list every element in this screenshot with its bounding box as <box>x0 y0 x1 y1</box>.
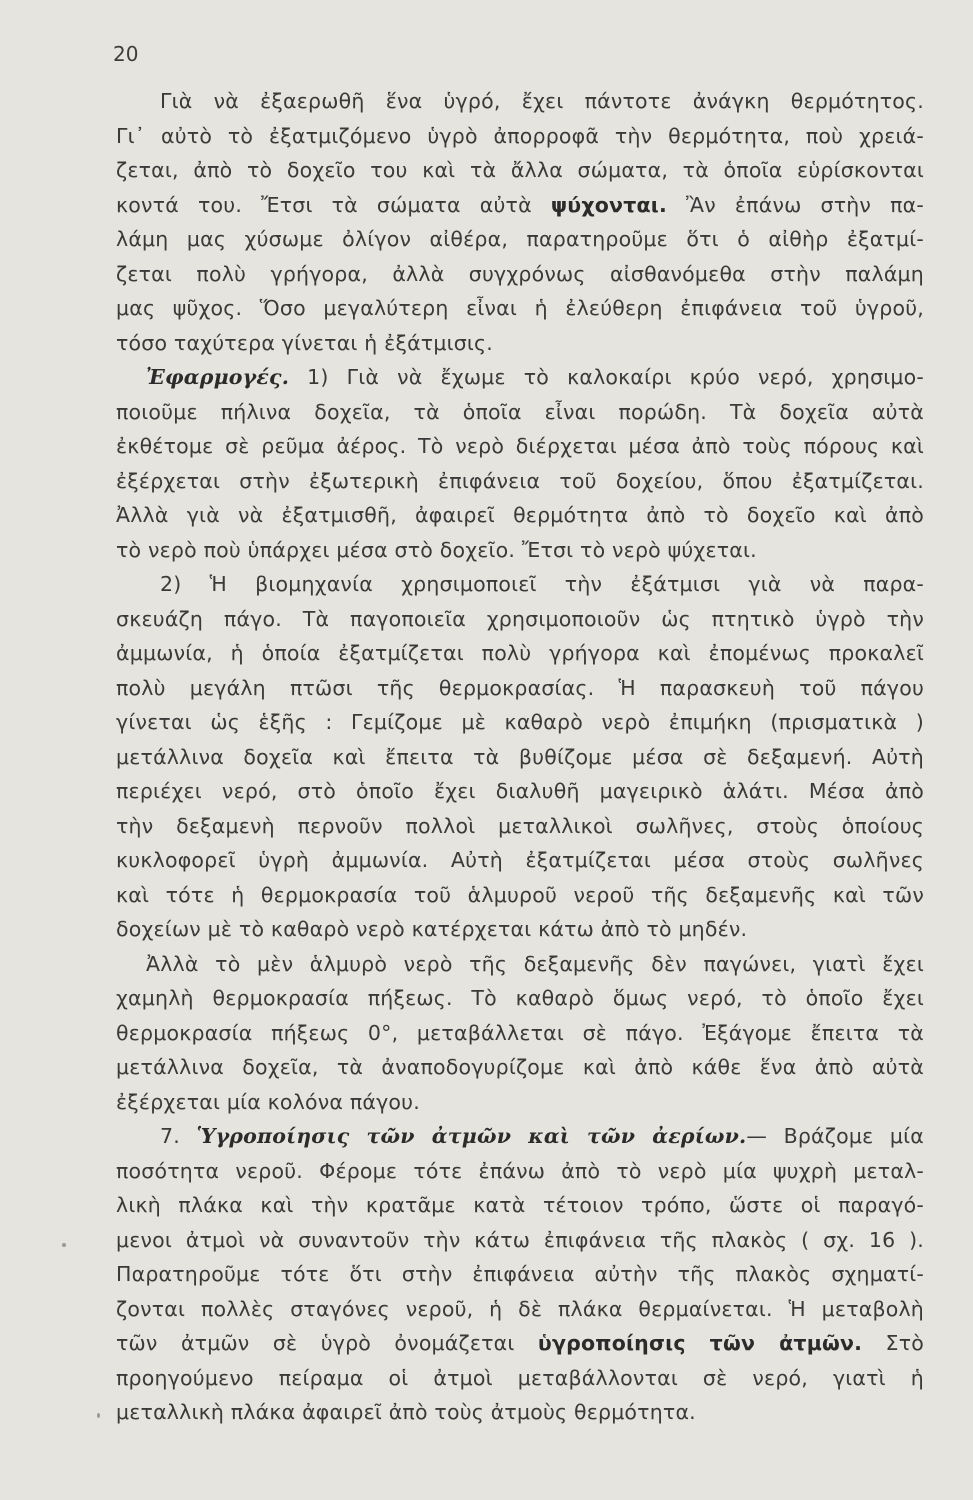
text-run: καὶ τότε ἡ θερμοκρασία τοῦ ἁλμυροῦ νεροῦ τῆς δεξαμενῆς καὶ τῶν <box>116 882 924 907</box>
page-body-text <box>116 84 924 1430</box>
text-run: τόσο ταχύτερα γίνεται ἡ ἐξάτμισις. <box>116 330 494 355</box>
text-line <box>116 567 924 602</box>
text-run: Παρατηροῦμε τότε ὅτι στὴν ἐπιφάνεια αὐτὴν τῆς πλακὸς σχηματί- <box>116 1262 924 1286</box>
text-line <box>116 1326 924 1361</box>
text-line <box>116 188 924 223</box>
text-line <box>116 395 924 430</box>
text-run: Γι᾿ αὐτὸ τὸ ἐξατμιζόμενο ὑγρὸ ἀπορροφᾶ τὴν θερμότητα, ποὺ χρειά- <box>116 123 924 148</box>
text-line <box>116 533 924 568</box>
text-line <box>116 1257 924 1292</box>
text-line <box>116 153 924 188</box>
text-line <box>116 809 924 844</box>
text-run: λικὴ πλάκα καὶ τὴν κρατᾶμε κατὰ τέτοιον τρόπο, ὥστε οἱ παραγό- <box>116 1193 924 1217</box>
text-line <box>116 981 924 1016</box>
text-run: χαμηλὴ θερμοκρασία πήξεως. Τὸ καθαρὸ ὅμως νερό, τὸ ὁποῖο ἔχει <box>116 986 924 1010</box>
text-line <box>116 1154 924 1189</box>
text-line <box>116 222 924 257</box>
text-line <box>116 1361 924 1396</box>
text-run: γίνεται ὡς ἑξῆς : Γεμίζομε μὲ καθαρὸ νερὸ ἐπιμήκη (πρισματικὰ ) <box>116 710 924 734</box>
text-run: θερμοκρασία πήξεως 0°, μεταβάλλεται σὲ πάγο. Ἐξάγομε ἔπειτα τὰ <box>116 1020 924 1045</box>
text-run: μεταλλικὴ πλάκα ἀφαιρεῖ ἀπὸ τοὺς ἀτμοὺς θερμότητα. <box>116 1400 696 1424</box>
text-run: προηγούμενο πείραμα οἱ ἀτμοὶ μεταβάλλονται σὲ νερό, γιατὶ ἡ <box>116 1365 924 1390</box>
text-line <box>116 1050 924 1085</box>
text-line <box>116 1119 924 1154</box>
text-run: μενοι ἀτμοὶ νὰ συναντοῦν τὴν κάτω ἐπιφάνεια τῆς πλακὸς ( σχ. 16 ). <box>116 1227 924 1252</box>
text-run: Ἂν ἐπάνω στὴν πα- <box>666 192 924 217</box>
print-speck <box>62 1243 66 1247</box>
text-line <box>116 705 924 740</box>
text-run: — Βράζομε μία <box>746 1124 924 1148</box>
text-line <box>116 602 924 637</box>
text-run: τῶν ἀτμῶν σὲ ὑγρὸ ὀνομάζεται <box>116 1331 538 1355</box>
text-line <box>116 326 924 361</box>
text-run: 1) Γιὰ νὰ ἔχωμε τὸ καλοκαίρι κρύο νερό, χρησιμο- <box>289 365 924 389</box>
text-run: περιέχει νερό, στὸ ὁποῖο ἔχει διαλυθῆ μαγειρικὸ ἁλάτι. Μέσα ἀπὸ <box>116 779 924 803</box>
text-line <box>116 1016 924 1051</box>
text-run: σκευάζη πάγο. Τὰ παγοποιεῖα χρησιμοποιοῦν ὡς πτητικὸ ὑγρὸ τὴν <box>116 606 924 631</box>
text-run: μας ψῦχος. Ὅσο μεγαλύτερη εἶναι ἡ ἐλεύθερη ἐπιφάνεια τοῦ ὑγροῦ, <box>116 296 924 320</box>
text-run: Στὸ <box>862 1331 924 1355</box>
text-run: ἐξέρχεται μία κολόνα πάγου. <box>116 1089 420 1114</box>
emphasized-text: ὑγροποίησις τῶν ἀτμῶν. <box>537 1331 863 1355</box>
text-line <box>116 843 924 878</box>
emphasized-text: Ὑγροποίησις τῶν ἀτμῶν καὶ τῶν ἀερίων. <box>196 1124 747 1148</box>
text-run: μετάλλινα δοχεῖα, τὰ ἀναποδογυρίζομε καὶ ἀπὸ κάθε ἕνα ἀπὸ αὐτὰ <box>116 1055 924 1079</box>
text-line <box>116 947 924 982</box>
text-run: μετάλλινα δοχεῖα καὶ ἔπειτα τὰ βυθίζομε μέσα σὲ δεξαμενή. Αὐτὴ <box>116 744 924 769</box>
text-line <box>116 119 924 154</box>
text-line <box>116 464 924 499</box>
text-line <box>116 774 924 809</box>
text-line <box>116 1223 924 1258</box>
page-number: 20 <box>113 42 139 66</box>
text-run: Ἀλλὰ γιὰ νὰ ἐξατμισθῆ, ἀφαιρεῖ θερμότητα ἀπὸ τὸ δοχεῖο καὶ ἀπὸ <box>116 503 924 527</box>
emphasized-text: ψύχονται. <box>550 192 667 217</box>
text-run: ποσότητα νεροῦ. Φέρομε τότε ἐπάνω ἀπὸ τὸ νερὸ μία ψυχρὴ μεταλ- <box>116 1158 924 1183</box>
text-run: τὸ νερὸ ποὺ ὑπάρχει μέσα στὸ δοχεῖο. Ἔτσι τὸ νερὸ ψύχεται. <box>116 537 757 562</box>
text-line <box>116 671 924 706</box>
text-run: ζεται, ἀπὸ τὸ δοχεῖο του καὶ τὰ ἄλλα σώματα, τὰ ὁποῖα εὑρίσκονται <box>116 158 924 182</box>
text-line <box>116 636 924 671</box>
text-run: ζονται πολλὲς σταγόνες νεροῦ, ἡ δὲ πλάκα θερμαίνεται. Ἡ μεταβολὴ <box>116 1296 924 1321</box>
text-run: 2) Ἡ βιομηχανία χρησιμοποιεῖ τὴν ἐξάτμισι γιὰ νὰ παρα- <box>160 572 924 596</box>
text-line <box>116 1188 924 1223</box>
text-line <box>116 1085 924 1120</box>
text-run: ζεται πολὺ γρήγορα, ἀλλὰ συγχρόνως αἰσθανόμεθα στὴν παλάμη <box>116 261 924 286</box>
text-run: Ἀλλὰ τὸ μὲν ἁλμυρὸ νερὸ τῆς δεξαμενῆς δὲν παγώνει, γιατὶ ἔχει <box>146 951 924 976</box>
text-line <box>116 878 924 913</box>
text-line <box>116 84 924 119</box>
text-line <box>116 912 924 947</box>
text-line <box>116 740 924 775</box>
text-run: πολὺ μεγάλη πτῶσι τῆς θερμοκρασίας. Ἡ παρασκευὴ τοῦ πάγου <box>116 675 924 700</box>
text-run: κυκλοφορεῖ ὑγρὴ ἀμμωνία. Αὐτὴ ἐξατμίζεται μέσα στοὺς σωλῆνες <box>116 848 924 872</box>
text-line <box>116 498 924 533</box>
text-run: κοντά του. Ἔτσι τὰ σώματα αὐτὰ <box>116 192 551 217</box>
text-run: ἀμμωνία, ἡ ὁποία ἐξατμίζεται πολὺ γρήγορα καὶ ἐπομένως προκαλεῖ <box>116 641 924 665</box>
text-line <box>116 257 924 292</box>
emphasized-text: Ἐφαρμογές. <box>146 365 290 389</box>
text-line <box>116 360 924 395</box>
text-run: λάμη μας χύσωμε ὀλίγον αἰθέρα, παρατηροῦμε ὅτι ὁ αἰθὴρ ἐξατμί- <box>116 227 924 251</box>
text-run: Γιὰ νὰ ἐξαερωθῆ ἕνα ὑγρό, ἔχει πάντοτε ἀνάγκη θερμότητος. <box>160 89 924 113</box>
text-run: ποιοῦμε πήλινα δοχεῖα, τὰ ὁποῖα εἶναι πορώδη. Τὰ δοχεῖα αὐτὰ <box>116 399 924 424</box>
text-line <box>116 1395 924 1430</box>
text-run: δοχείων μὲ τὸ καθαρὸ νερὸ κατέρχεται κάτω ἀπὸ τὸ μηδέν. <box>116 917 748 941</box>
text-run: 7. <box>160 1124 197 1148</box>
text-line <box>116 1292 924 1327</box>
text-line <box>116 429 924 464</box>
text-run: τὴν δεξαμενὴ περνοῦν πολλοὶ μεταλλικοὶ σωλῆνες, στοὺς ὁποίους <box>116 813 924 838</box>
text-line <box>116 291 924 326</box>
text-run: ἐξέρχεται στὴν ἐξωτερικὴ ἐπιφάνεια τοῦ δοχείου, ὅπου ἐξατμίζεται. <box>116 468 924 493</box>
text-run: ἐκθέτομε σὲ ρεῦμα ἀέρος. Τὸ νερὸ διέρχεται μέσα ἀπὸ τοὺς πόρους καὶ <box>116 434 924 458</box>
print-speck <box>97 1413 100 1418</box>
